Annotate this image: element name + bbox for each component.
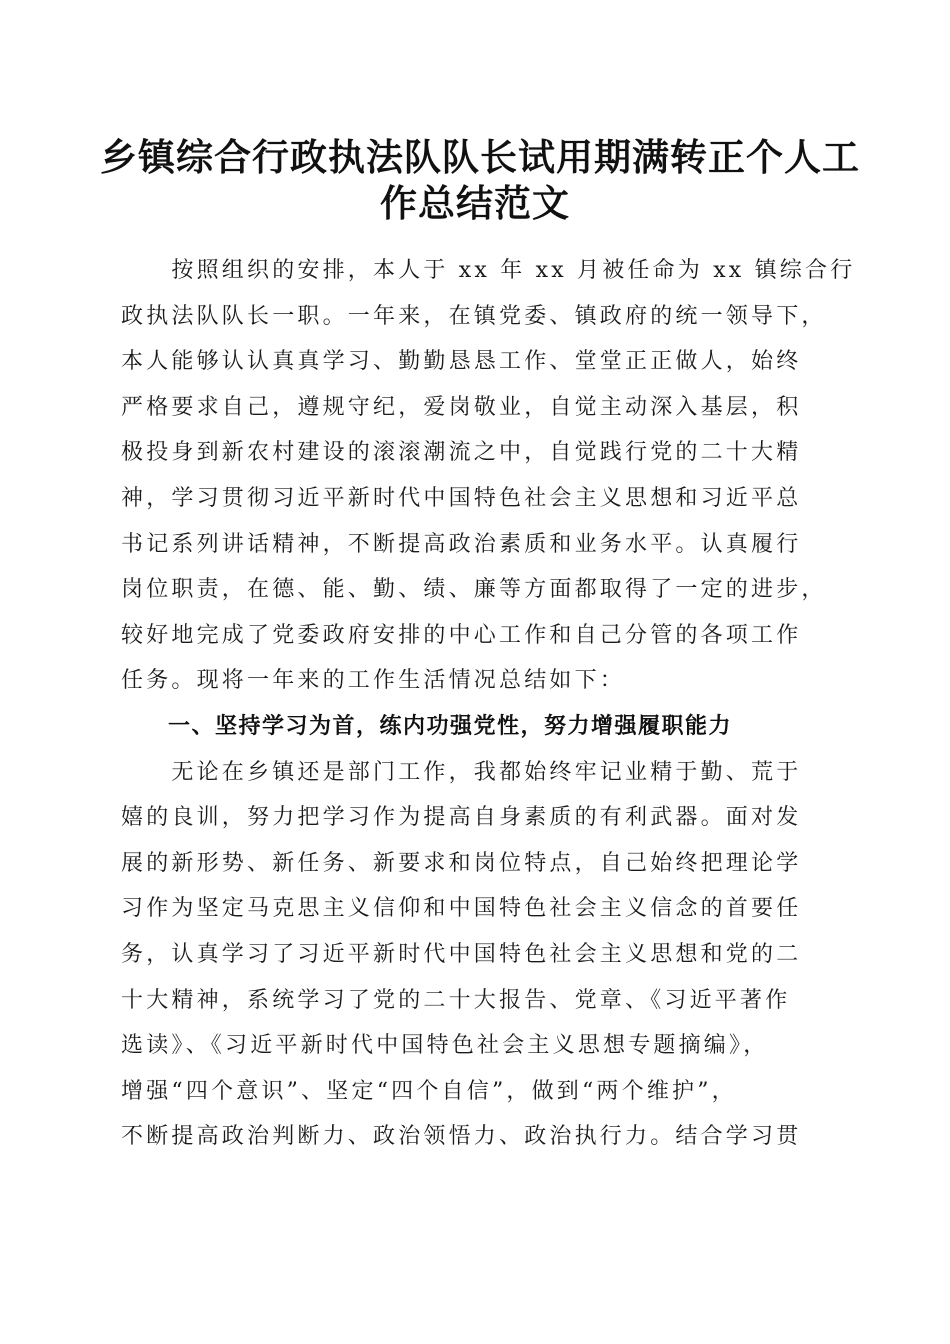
text-line: 无论在乡镇还是部门工作，我都始终牢记业精于勤、荒于 <box>121 759 802 785</box>
text-line: 神，学习贯彻习近平新时代中国特色社会主义思想和习近平总 <box>121 485 802 511</box>
title-line: 作总结范文 <box>380 180 570 225</box>
text-line: 极投身到新农村建设的滚滚潮流之中，自觉践行党的二十大精 <box>121 440 802 466</box>
text-line: 较好地完成了党委政府安排的中心工作和自己分管的各项工作 <box>121 622 802 648</box>
section-heading: 一、坚持学习为首，练内功强党性，努力增强履职能力 <box>121 713 733 739</box>
text-line: 书记系列讲话精神，不断提高政治素质和业务水平。认真履行 <box>121 531 802 557</box>
paragraph-intro <box>121 248 856 704</box>
document-title <box>100 132 860 225</box>
text-line: 选读》、《习近平新时代中国特色社会主义思想专题摘编》， <box>121 1033 769 1059</box>
text-line: 岗位职责，在德、能、勤、绩、廉等方面都取得了一定的进步， <box>121 577 827 603</box>
text-line: 政执法队队长一职。一年来，在镇党委、镇政府的统一领导下， <box>121 303 827 329</box>
text-line: 增强“四个意识”、坚定“四个自信”，做到“两个维护”， <box>121 1078 737 1104</box>
title-line: 乡镇综合行政执法队队长试用期满转正个人工 <box>100 135 860 179</box>
text-line: 习作为坚定马克思主义信仰和中国特色社会主义信念的首要任 <box>121 896 802 922</box>
text-line: 本人能够认认真真学习、勤勤恳恳工作、堂堂正正做人，始终 <box>121 349 802 375</box>
text-line: 嬉的良训，努力把学习作为提高自身素质的有利武器。面对发 <box>121 805 802 831</box>
paragraph-study <box>121 750 831 1160</box>
text-line: 任务。现将一年来的工作生活情况总结如下： <box>121 668 626 694</box>
text-line: 十大精神，系统学习了党的二十大报告、党章、《习近平著作 <box>121 987 791 1013</box>
text-line: 展的新形势、新任务、新要求和岗位特点，自己始终把理论学 <box>121 850 802 876</box>
text-line: 务，认真学习了习近平新时代中国特色社会主义思想和党的二 <box>121 941 802 967</box>
document-body <box>121 248 856 1160</box>
text-line: 严格要求自己，遵规守纪，爱岗敬业，自觉主动深入基层，积 <box>121 394 802 420</box>
text-line: 不断提高政治判断力、政治领悟力、政治执行力。结合学习贯 <box>121 1124 802 1150</box>
text-line: 按照组织的安排，本人于 xx 年 xx 月被任命为 xx 镇综合行 <box>121 258 856 283</box>
